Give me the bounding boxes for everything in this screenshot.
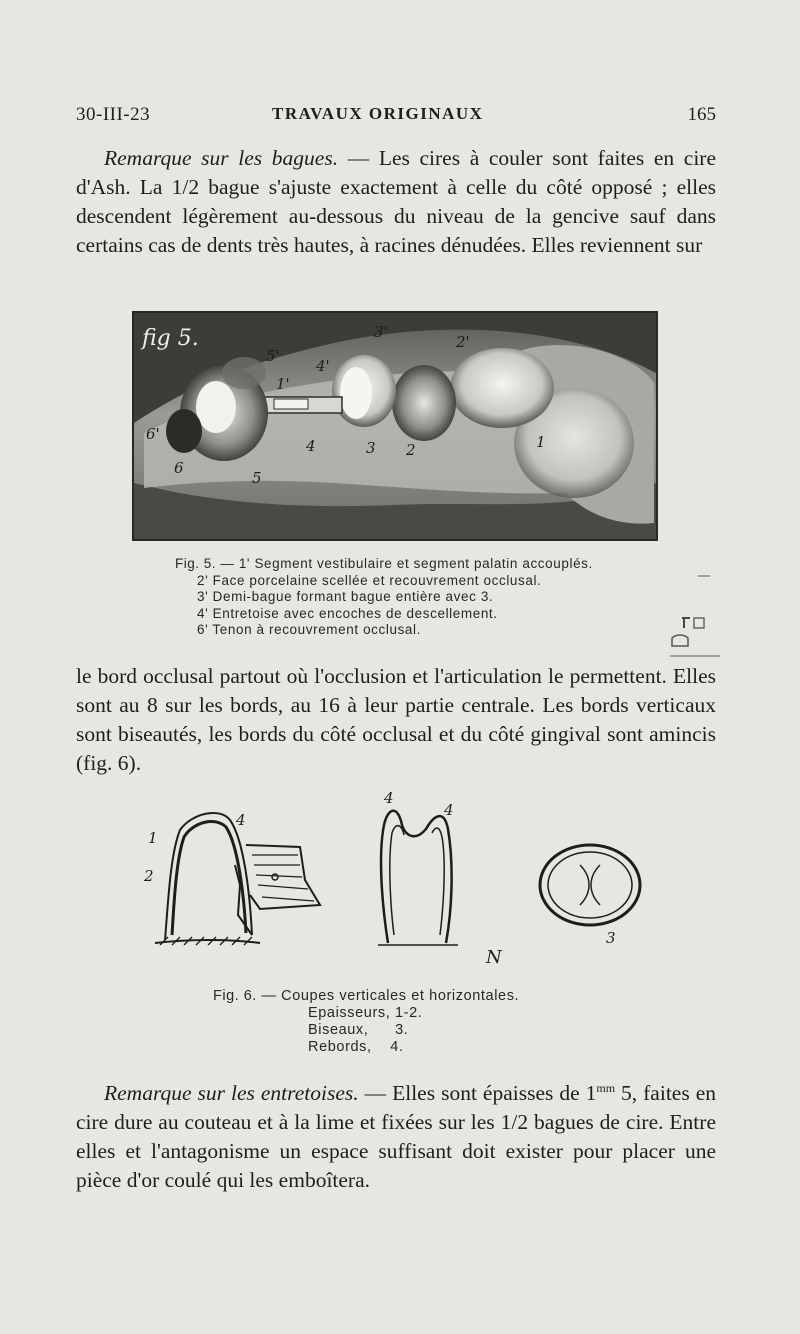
caption5-line-1: — 1' Segment vestibulaire et segment palatin accouplés. xyxy=(216,556,593,571)
paragraph-body-b: 5, faites en cire dure au couteau et à la lime et fixées sur les 1/2 bagues de cire. Entre elles et l'antagonisme un espace suffisant doit exister pour placer une pièce d'or coulé qui les emboîtera. xyxy=(76,1081,716,1193)
fig5-label-1prime: 1' xyxy=(276,375,290,393)
fig5-label-6: 6 xyxy=(174,459,184,477)
fig6-label-4b: 4 xyxy=(384,789,394,807)
caption6-label: Epaisseurs, xyxy=(308,1005,391,1021)
paragraph-entretoises xyxy=(76,1074,716,1195)
caption5-line-3: 3' Demi-bague formant bague entière avec 3. xyxy=(197,589,494,604)
fig5-label-2prime: 2' xyxy=(456,333,470,351)
caption6-label: Rebords, xyxy=(308,1039,372,1055)
fig5-label-3: 3 xyxy=(366,439,376,457)
fig5-label-4: 4 xyxy=(306,437,316,455)
caption6-row-rebords xyxy=(213,1039,613,1056)
caption6-title: — Coupes verticales et horizontales. xyxy=(256,988,520,1004)
header-date: 30-III-23 xyxy=(76,104,151,125)
figure-6-caption xyxy=(213,988,613,1056)
fig6-label-1: 1 xyxy=(148,829,158,847)
fig6-label-4c: 4 xyxy=(444,801,454,819)
fig5-label-5prime: 5' xyxy=(266,347,280,365)
figure-5-caption xyxy=(175,556,655,639)
caption6-value: 4. xyxy=(390,1039,404,1055)
caption6-value: 1-2. xyxy=(395,1005,423,1021)
header-journal-section: TRAVAUX ORIGINAUX xyxy=(272,104,484,123)
caption5-line-4: 4' Entretoise avec encoches de descellement. xyxy=(197,605,498,621)
caption6-value: 3. xyxy=(395,1022,409,1038)
paragraph-lead: Remarque sur les entretoises. xyxy=(104,1081,359,1106)
caption6-label: Biseaux, xyxy=(308,1022,369,1038)
caption5-line-2: 2' Face porcelaine scellée et recouvrement occlusal. xyxy=(197,572,542,588)
unit-superscript: mm xyxy=(596,1081,616,1095)
running-header xyxy=(76,104,716,134)
figure-5-number: Fig. 5. xyxy=(175,556,217,571)
figure-5-illustration xyxy=(134,313,656,539)
page-number: 165 xyxy=(687,104,716,125)
figure-6-drawing xyxy=(140,785,660,975)
fig5-label-3prime: 3' xyxy=(374,323,388,341)
fig5-label-2: 2 xyxy=(406,441,416,459)
caption6-row-epaisseurs xyxy=(213,1005,613,1022)
fig5-label-4prime: 4' xyxy=(316,357,330,375)
paragraph-body-a: — Elles sont épaisses de 1 xyxy=(358,1081,597,1106)
fig6-signature: N xyxy=(486,947,502,968)
figure-5-photo xyxy=(132,311,658,541)
paragraph-lead: Remarque sur les bagues. xyxy=(104,146,339,170)
fig5-label-5: 5 xyxy=(252,469,262,487)
fig5-label-6prime: 6' xyxy=(146,425,160,443)
fig6-label-2: 2 xyxy=(144,867,154,885)
fig6-label-3: 3 xyxy=(606,929,616,947)
figure-6-number: Fig. 6. xyxy=(213,988,257,1004)
paragraph-body: — Les cires à couler sont faites en cire d'Ash. La 1/2 bague s'ajuste exactement à celle du côté opposé ; elles descendent légèrement au-dessous du niveau de la gencive sauf dans certains cas de dents très hautes, à racines dénudées. Elles reviennent sur xyxy=(76,146,716,257)
fig5-label-1: 1 xyxy=(536,433,546,451)
caption5-line-5: 6' Tenon à recouvrement occlusal. xyxy=(197,622,421,637)
fig6-label-4a: 4 xyxy=(236,811,246,829)
paragraph-bord-occlusal: le bord occlusal partout où l'occlusion et l'articulation le permettent. Elles sont au 8 sur les bords, au 16 à leur partie centrale. Les bords verticaux sont biseautés, les bords du côté occlusal et du côté gingival sont amincis (fig. 6). xyxy=(76,664,716,775)
fig6-horizontal-section xyxy=(540,845,640,925)
caption6-row-biseaux xyxy=(213,1022,613,1039)
paragraph-bagues xyxy=(76,144,716,260)
margin-marks xyxy=(670,560,730,660)
figure-5-handwritten-label: fig 5. xyxy=(142,326,199,351)
